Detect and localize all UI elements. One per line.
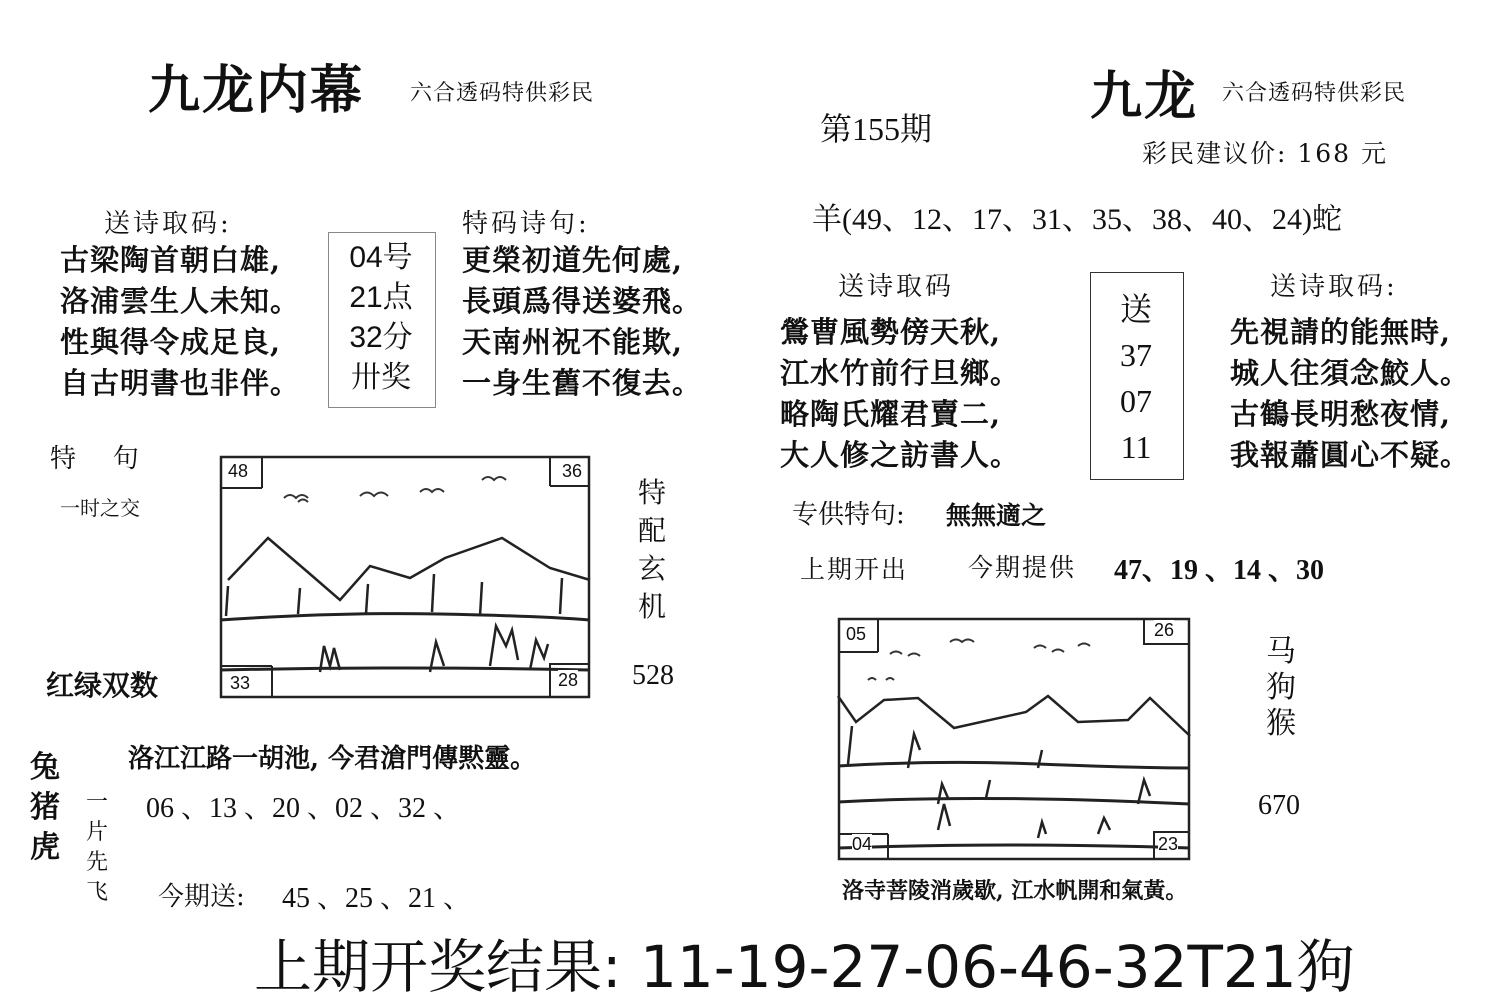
special-poem bbox=[462, 240, 702, 404]
box-line: 32分 bbox=[349, 321, 413, 354]
right-landscape-picture bbox=[838, 618, 1190, 860]
poem-line: 長頭爲得送婆飛。 bbox=[462, 284, 703, 318]
special-text: 無無適之 bbox=[946, 501, 1047, 530]
right-bottom-poem: 洛寺菩陵消歲歇, 江水帆開和氣黃。 bbox=[842, 878, 1188, 904]
corner-number: 23 bbox=[1158, 834, 1179, 854]
this-period-numbers: 47、19 、14 、30 bbox=[1114, 555, 1325, 586]
poem-line: 大人修之訪書人。 bbox=[780, 438, 1021, 472]
poem-line: 鶯曹風勢傍天秋, bbox=[780, 315, 1002, 349]
vertical-char: 玄 bbox=[638, 552, 667, 585]
corner-number: 05 bbox=[846, 624, 867, 644]
this-period-label: 今期提供 bbox=[968, 553, 1077, 582]
left-center-box-text bbox=[328, 238, 434, 398]
left-bottom-poem: 洛江江路一胡池, 今君滄門傳黙靈。 bbox=[128, 744, 537, 774]
box-line: 21点 bbox=[349, 281, 413, 314]
left-landscape-picture bbox=[220, 456, 590, 698]
poem-line: 城人往須念鮫人。 bbox=[1230, 356, 1471, 390]
poem-line: 一身生舊不復去。 bbox=[462, 366, 703, 400]
left-numbers: 06 、13 、20 、02 、32 、 bbox=[146, 793, 462, 824]
vertical-char: 猴 bbox=[1266, 706, 1296, 741]
jinqi-label: 今期送: bbox=[158, 882, 245, 912]
poem-line: 江水竹前行旦鄉。 bbox=[780, 356, 1021, 390]
issue-number: 第155期 bbox=[820, 111, 933, 147]
vertical-char: 先 bbox=[86, 850, 109, 875]
vertical-char: 猪 bbox=[30, 790, 60, 825]
poem-line: 性與得令成足良, bbox=[60, 325, 282, 359]
vertical-char: 一 bbox=[86, 790, 109, 815]
vertical-char: 马 bbox=[1266, 634, 1296, 669]
vertical-char: 配 bbox=[638, 514, 667, 547]
box-line: 04号 bbox=[349, 241, 413, 274]
sheep-line: 羊(49、12、17、31、35、38、40、24)蛇 bbox=[812, 203, 1342, 236]
teju-label: 特 句 bbox=[50, 444, 142, 474]
poem-line: 更榮初道先何處, bbox=[462, 243, 684, 277]
poem-line: 自古明書也非伴。 bbox=[60, 366, 301, 400]
right-subtitle: 六合透码特供彩民 bbox=[1222, 81, 1407, 106]
box-line: 11 bbox=[1120, 429, 1152, 465]
vertical-char: 机 bbox=[638, 590, 667, 623]
corner-number: 33 bbox=[230, 673, 251, 693]
price: 彩民建议价: 168 元 bbox=[1142, 139, 1389, 168]
poem-line: 我報蕭圓心不疑。 bbox=[1230, 438, 1471, 472]
box-line: 卅奖 bbox=[351, 361, 411, 394]
corner-number: 36 bbox=[562, 461, 583, 481]
right-side-number: 670 bbox=[1258, 790, 1300, 821]
corner-number: 48 bbox=[228, 461, 249, 481]
last-period-label: 上期开出 bbox=[800, 555, 909, 584]
jinqi-numbers: 45 、25 、21 、 bbox=[282, 883, 472, 914]
poem-line: 古鶴長明愁夜情, bbox=[1230, 397, 1452, 431]
right-title: 九龙 bbox=[1090, 66, 1199, 127]
special-poem-header: 特码诗句: bbox=[462, 209, 590, 239]
corner-number: 04 bbox=[852, 834, 873, 854]
poem-line: 洛浦雲生人未知。 bbox=[60, 284, 301, 318]
box-line: 07 bbox=[1120, 383, 1152, 419]
vertical-char: 片 bbox=[86, 820, 109, 845]
vertical-char: 虎 bbox=[30, 830, 60, 865]
box-line: 37 bbox=[1120, 337, 1152, 373]
corner-number: 28 bbox=[558, 670, 579, 690]
right-poem-header-left: 送诗取码 bbox=[838, 272, 955, 302]
special-label: 专供特句: bbox=[792, 500, 905, 530]
vertical-char: 兔 bbox=[30, 750, 60, 785]
poem-line: 先視請的能無時, bbox=[1230, 315, 1452, 349]
animals-vertical bbox=[30, 748, 60, 868]
yipian-vertical bbox=[86, 788, 108, 908]
right-center-box-text bbox=[1090, 286, 1182, 470]
left-title: 九龙内幕 bbox=[148, 60, 365, 121]
vertical-char: 飞 bbox=[86, 880, 109, 905]
poem-line: 古梁陶首朝白雄, bbox=[60, 243, 282, 277]
right-side-vertical bbox=[1266, 634, 1296, 742]
right-poem-left bbox=[780, 312, 1020, 476]
left-side-vertical bbox=[638, 474, 666, 626]
teju-text: 一时之交 bbox=[60, 496, 140, 520]
poem-line: 略陶氏耀君賣二, bbox=[780, 397, 1002, 431]
left-subtitle: 六合透码特供彩民 bbox=[410, 81, 595, 106]
poem-line: 天南州祝不能欺, bbox=[462, 325, 684, 359]
vertical-char: 特 bbox=[638, 476, 667, 509]
left-poem-header: 送诗取码: bbox=[104, 209, 232, 239]
right-poem-right bbox=[1230, 312, 1470, 476]
right-poem-header-right: 送诗取码: bbox=[1270, 272, 1398, 302]
left-poem bbox=[60, 240, 300, 404]
vertical-char: 狗 bbox=[1266, 670, 1296, 705]
last-draw-result: 上期开奖结果: 11-19-27-06-46-32T21狗 bbox=[254, 933, 1355, 1001]
box-line: 送 bbox=[1119, 291, 1152, 327]
left-side-number: 528 bbox=[632, 660, 674, 691]
corner-number: 26 bbox=[1154, 620, 1175, 640]
color-label: 红绿双数 bbox=[46, 669, 159, 702]
